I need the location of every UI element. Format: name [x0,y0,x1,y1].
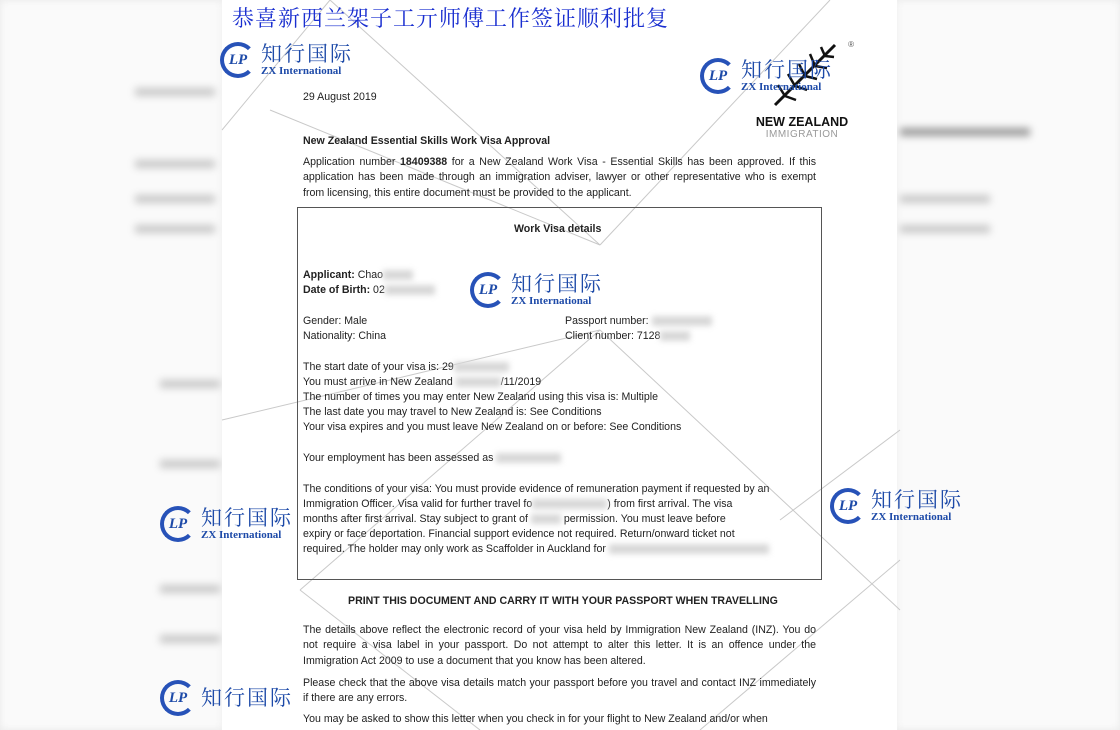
application-number: 18409388 [400,156,448,168]
date-of-birth: Date of Birth: 02 [303,283,435,298]
box-title: Work Visa details [514,223,602,235]
lp-logo-icon: LP [830,488,866,524]
logo-line1: NEW ZEALAND [755,115,849,129]
client-number: Client number: 7128 [565,329,690,344]
last-travel-date: The last date you may travel to New Zealand is: See Conditions [303,406,602,418]
zx-watermark: LP 知行国际 [160,680,293,716]
zx-watermark: LP 知行国际 ZX International [220,42,353,78]
zx-watermark: LP 知行国际 ZX International [160,506,293,542]
zx-watermark: LP 知行国际 ZX International [700,58,833,94]
letter-date: 29 August 2019 [303,91,377,103]
passport-number: Passport number: [565,314,712,329]
paragraph-show-letter: You may be asked to show this letter when you check in for your flight to New Zealand and/or when [303,713,768,725]
zx-watermark: LP 知行国际 ZX International [470,272,603,308]
print-notice: PRINT THIS DOCUMENT AND CARRY IT WITH YOUR PASSPORT WHEN TRAVELLING [348,595,778,607]
lp-logo-icon: LP [700,58,736,94]
conditions-line: Immigration Officer. Visa valid for further travel fo ) from first arrival. The visa [303,498,733,510]
visa-expiry: Your visa expires and you must leave New Zealand on or before: See Conditions [303,421,682,433]
conditions-line: expiry or face deportation. Financial support evidence not required. Return/onward ticket not [303,528,735,540]
lp-logo-icon: LP [160,506,196,542]
intro-paragraph: Application number 18409388 for a New Zealand Work Visa - Essential Skills has been approved. If this application has been made through an immigration adviser, lawyer or other representative who is exempt from licensing, this entire document must be provided to the applicant. [303,156,817,199]
conditions-line: months after first arrival. Stay subject to grant of permission. You must leave before [303,513,726,525]
conditions-line: required. The holder may only work as Scaffolder in Auckland for [303,542,769,557]
lp-logo-icon: LP [470,272,506,308]
letter-heading: New Zealand Essential Skills Work Visa Approval [303,135,551,147]
registered-mark: ® [848,40,854,49]
gender: Gender: Male [303,315,368,327]
paragraph-electronic-record: The details above reflect the electronic record of your visa held by Immigration New Zealand (INZ). You do not require a visa label in your passport. Do not attempt to alter this letter. It is an offence under the Immigration Act 2009 to use a document that you know has been altered. [303,624,816,667]
number-of-entries: The number of times you may enter New Zealand using this visa is: Multiple [303,391,659,403]
applicant: Applicant: Chao [303,268,413,283]
paragraph-check-details: Please check that the above visa details match your passport before you travel and contact INZ immediately if there are any errors. [303,677,816,705]
nationality: Nationality: China [303,330,387,342]
arrival-deadline: You must arrive in New Zealand /11/2019 [303,376,542,388]
logo-line2: IMMIGRATION [765,129,839,140]
banner-title: 恭喜新西兰架子工亓师傅工作签证顺利批复 [232,7,670,32]
visa-start-date: The start date of your visa is: 29 [303,360,509,375]
employment-assessment: Your employment has been assessed as [303,451,561,466]
zx-watermark: LP 知行国际 ZX International [830,488,963,524]
lp-logo-icon: LP [220,42,256,78]
conditions-line: The conditions of your visa: You must provide evidence of remuneration payment if requested by an [303,483,770,495]
lp-logo-icon: LP [160,680,196,716]
